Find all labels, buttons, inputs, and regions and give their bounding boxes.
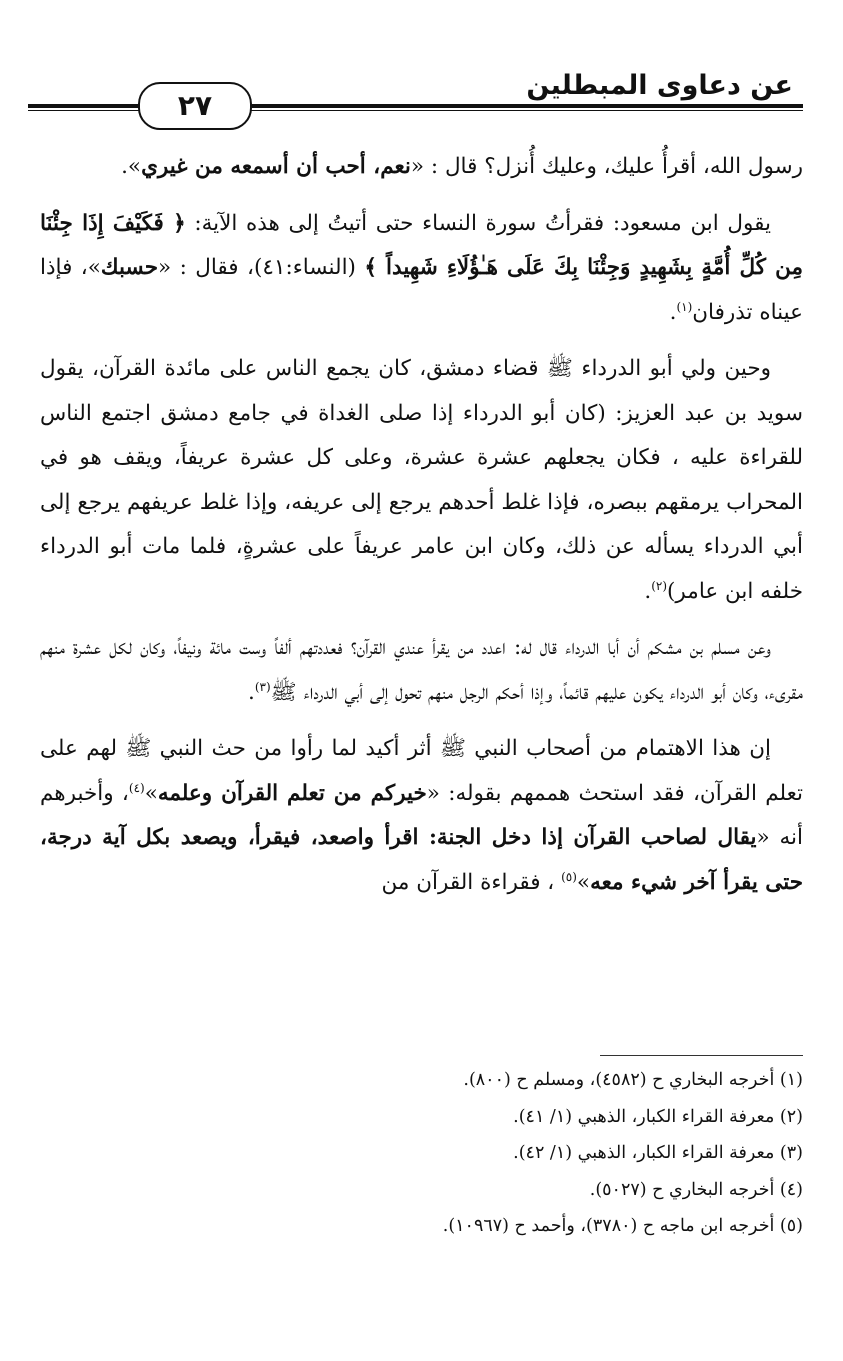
text-run: »، فإذا عيناه تذرفان <box>40 255 803 325</box>
footnote-5: (٥) أخرجه ابن ماجه ح (٣٧٨٠)، وأحمد ح (١٠٩٦٧). <box>442 1216 803 1236</box>
footnote-ref: (١) <box>676 299 693 314</box>
text-run: رسول الله، أقرأُ عليك، وعليك أُنزل؟ قال : « <box>410 154 803 179</box>
hadith-quote: يقال لصاحب القرآن إذا دخل الجنة: اقرأ واصعد، فيقرأ، ويصعد بكل آية درجة، حتى يقرأ آخر شيء معه <box>40 825 803 895</box>
footnote-2: (٢) معرفة القراء الكبار، الذهبي (١/ ٤١). <box>513 1106 803 1127</box>
text-run: » <box>576 869 591 895</box>
main-text <box>40 145 803 917</box>
footnote-ref: (٣) <box>254 679 271 694</box>
hadith-quote: خيركم من تعلم القرآن وعلمه <box>157 780 427 806</box>
text-run: يقول ابن مسعود: فقرأتُ سورة النساء حتى أتيتُ إلى هذه الآية: <box>185 210 771 236</box>
text-run: . <box>248 679 255 705</box>
text-run: وحين ولي أبو الدرداء ﷺ قضاء دمشق، كان يجمع الناس على مائدة القرآن، يقول سويد بن عبد العزيز: (كان أبو الدرداء إذا صلى الغداة في جامع دمشق اجتمع الناس للقراءة عليه ، فكان يجعلهم عشرة عشرة، وعلى كل عشرة عريفاً، ويقف هو في المحراب يرمقهم ببصره، فإذا غلط أحدهم يرجع إلى عريفه، وإذا غلط عريفهم يرجع إلى أبي الدرداء يسأله عن ذلك، وكان ابن عامر عريفاً على عشرةٍ، فلما مات أبو الدرداء خلفه ابن عامر) <box>40 356 803 604</box>
text-run: » <box>144 780 158 806</box>
paragraph-5 <box>40 727 803 905</box>
footnote-3: (٣) معرفة القراء الكبار، الذهبي (١/ ٤٢). <box>513 1143 803 1163</box>
text-run: ». <box>121 154 142 179</box>
page-header <box>28 60 803 130</box>
footnote-ref: (٥) <box>561 869 577 884</box>
text-run: إن هذا الاهتمام من أصحاب النبي ﷺ أثر أكيد لما رأوا من حث النبي ﷺ لهم على تعلم القرآن، فقد استحث هممهم بقوله: « <box>40 736 804 806</box>
footnote-ref: (٤) <box>128 780 145 795</box>
paragraph-1 <box>40 145 803 190</box>
footnotes <box>40 1062 803 1245</box>
footnote-1: (١) أخرجه البخاري ح (٤٥٨٢)، ومسلم ح (٨٠٠). <box>463 1070 803 1090</box>
footnote-separator <box>600 1055 803 1056</box>
page-number: ٢٧ <box>138 82 252 130</box>
paragraph-4 <box>40 626 803 715</box>
text-run: ، وأخبرهم أنه « <box>40 780 803 850</box>
running-title: عن دعاوى المبطلين <box>526 70 793 101</box>
text-run: . <box>669 299 677 325</box>
paragraph-3 <box>40 347 803 614</box>
text-run: وعن مسلم بن مشكم أن أبا الدرداء قال له: اعدد من يقرأ عندي القرآن؟ فعددتهم ألفاً وست مائة ونيفاً، وكان لكل عشرة منهم مقرىء، وكان أبو الدرداء يكون عليهم قائماً، وإذا أحكم الرجل منهم تحول إلى أبي الدرداء ﷺ <box>40 635 803 705</box>
paragraph-2 <box>40 202 803 336</box>
text-run: . <box>644 578 652 604</box>
footnote-4: (٤) أخرجه البخاري ح (٥٠٢٧). <box>589 1179 803 1200</box>
text-run: (النساء:٤١)، فقال : « <box>157 255 365 280</box>
text-run: ، فقراءة القرآن من <box>381 869 562 895</box>
quran-verse: ﴿ فَكَيْفَ إِذَا جِئْنَا مِن كُلِّ أُمَّةٍ بِشَهِيدٍ وَجِئْنَا بِكَ عَلَى هَـٰؤُلَاءِ شَهِيداً ﴾ <box>40 210 803 280</box>
hadith-quote: حسبك <box>100 255 158 280</box>
footnote-ref: (٢) <box>651 578 668 593</box>
hadith-quote: نعم، أحب أن أسمعه من غيري <box>141 154 411 179</box>
